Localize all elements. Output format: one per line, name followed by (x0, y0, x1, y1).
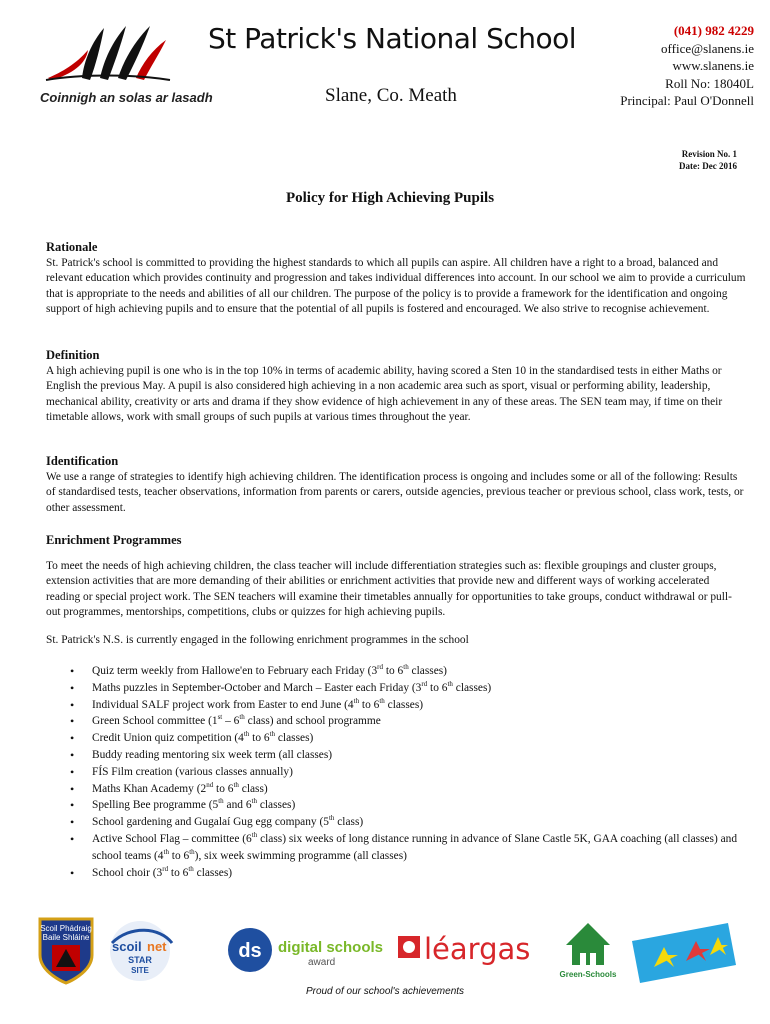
item-text: class) and school programme (244, 715, 381, 728)
phone-number: (041) 982 4229 (673, 23, 754, 38)
ordinal-suffix: rd (421, 680, 428, 688)
identification-section (46, 454, 746, 516)
ordinal-suffix: th (447, 680, 453, 688)
item-text: Spelling Bee programme (5 (92, 799, 219, 812)
item-text: to 6 (213, 782, 234, 795)
footer-caption: Proud of our school's achievements (305, 986, 465, 997)
ordinal-suffix: th (163, 847, 169, 856)
section-heading: Definition (46, 348, 100, 362)
section-heading: Enrichment Programmes (46, 533, 182, 547)
document-title: Policy for High Achieving Pupils (285, 190, 495, 206)
scoilnet-star-text: STAR (128, 955, 152, 965)
ordinal-suffix: th (379, 696, 385, 705)
active-school-flag-logo (632, 923, 736, 983)
item-text: Green School committee (1 (92, 715, 218, 728)
item-text: to 6 (168, 866, 189, 879)
school-motto: Coinnigh an solas ar lasadh (40, 90, 213, 105)
item-text: Buddy reading mentoring six week term (all classes) (92, 748, 333, 761)
item-text: to 6 (359, 698, 380, 711)
item-text: Active School Flag – committee (6 (92, 832, 252, 845)
item-text: Maths Khan Academy (2 (92, 782, 207, 795)
revision-number: Revision No. 1 (681, 149, 737, 159)
roll-number: Roll No: 18040L (665, 75, 754, 91)
ordinal-suffix: th (243, 730, 250, 739)
item-text: and 6 (223, 799, 252, 812)
item-text: classes) (256, 799, 296, 812)
ordinal-suffix: st (217, 713, 223, 722)
section-text: A high achieving pupil is one who is in the top 10% in terms of academic ability, having scored a Sten 10 in the standardised tests in either Maths or English the previous May. A pupil is also considered high achieving in a non academic area such as sport, visual or performing ability, leadership, mechanical ability, creativity or arts and drama if they show evidence of high achievement in any of these areas. The SEN team may, if time on their timetable allows, work with small groups of such pupils at various times throughout the year. (46, 364, 723, 423)
website: www.slanens.ie (672, 58, 754, 73)
revision-date: Date: Dec 2016 (679, 161, 737, 171)
section-text: To meet the needs of high achieving children, the class teacher will include differentiation strategies such as: flexible groupings and cluster groups, extension activities that are more demanding of their abilities or enrichment activities that provide new and different ways of working accelerated reading or special project work. The SEN teachers will examine their timetables annually for opportunities to take groups, conduct withdrawal or pull-out programmes, mentorships, competitions, clubs or quizzes for high achieving pupils. (46, 559, 732, 618)
programme-item (46, 730, 746, 747)
item-text: class) (238, 782, 268, 795)
programme-item (46, 663, 746, 680)
school-name: St Patrick's National School (208, 22, 577, 55)
contact-block (620, 22, 754, 110)
section-text: We use a range of strategies to identify high achieving children. The identification process is ongoing and includes some or all of the following: Results of standardised tests, teacher observations, information from parents or carers, outside agencies, previous teacher or previous school, class work, tests, or other assessment. (46, 470, 744, 514)
scoilnet-star-site-logo (110, 921, 172, 981)
ordinal-suffix: th (328, 814, 335, 823)
school-logo-flames-icon (42, 20, 172, 82)
programme-item (46, 747, 746, 764)
ds-title-text: digital schools (278, 939, 384, 956)
crest-bottom-text: Baile Shláine (42, 933, 90, 942)
ordinal-suffix: th (353, 696, 360, 705)
ordinal-suffix: th (251, 797, 257, 806)
item-text: class) (334, 816, 364, 829)
ordinal-suffix: th (269, 730, 276, 739)
section-text: St. Patrick's school is committed to providing the highest standards to which all pupils can aspire. All children have a right to a broad, balanced and relevant education which provides continuity and progression and takes individual differences into account. In our school we aim to provide a curriculum that is appropriate to the needs and abilities of all our children. The purpose of the policy is to provide a framework for the identification and ongoing support of high achieving pupils and to ensure that the potential of all pupils is fostered and encouraged. We also strive to recognise achievement. (46, 256, 746, 315)
ordinal-suffix: th (239, 713, 245, 722)
ordinal-suffix: th (251, 831, 258, 840)
scoilnet-text-b: net (147, 939, 167, 954)
ordinal-suffix: nd (206, 780, 214, 789)
item-text: – 6 (222, 715, 240, 728)
ordinal-suffix: th (189, 847, 195, 856)
programmes-intro: St. Patrick's N.S. is currently engaged in the following enrichment programmes in the school (46, 633, 469, 646)
programme-item (46, 764, 746, 781)
ordinal-suffix: th (403, 663, 409, 672)
ds-award-text: award (308, 957, 336, 968)
email-address: office@slanens.ie (661, 40, 754, 56)
programme-item (46, 781, 746, 798)
item-text: classes) (384, 698, 424, 711)
programme-item (46, 680, 746, 697)
programme-item (46, 797, 746, 814)
item-text: to 6 (427, 681, 448, 694)
programme-list (46, 663, 746, 881)
item-text: class) six weeks of long distance running in advance of Slane Castle 5K, GAA coaching (all classes) and school teams (4 (92, 832, 738, 862)
item-text: School gardening and Gugalaí Gug egg company (5 (92, 816, 329, 829)
programme-item (46, 814, 746, 831)
school-crest-logo (40, 919, 92, 983)
item-text: to 6 (168, 849, 190, 862)
ds-mark-text: ds (238, 940, 262, 962)
section-heading: Rationale (46, 240, 98, 254)
programme-item (46, 865, 746, 882)
item-text: to 6 (249, 732, 270, 745)
item-text: Individual SALF project work from Easter to end June (4 (92, 698, 354, 711)
item-text: classes) (193, 866, 233, 879)
scoilnet-text-a: scoil (112, 939, 142, 954)
digital-schools-award-logo (228, 928, 383, 972)
item-text: classes) (452, 681, 492, 694)
leargas-logo (398, 932, 530, 966)
ordinal-suffix: rd (377, 663, 383, 672)
rationale-section (46, 240, 746, 318)
programme-item (46, 697, 746, 714)
ordinal-suffix: th (218, 797, 224, 806)
item-text: School choir (3 (92, 866, 163, 879)
section-heading: Identification (46, 454, 119, 468)
item-text: Credit Union quiz competition (4 (92, 732, 244, 745)
programme-item (46, 831, 746, 865)
item-text: FÍS Film creation (various classes annually) (92, 765, 293, 778)
definition-section (46, 348, 746, 426)
item-text: Quiz term weekly from Hallowe'en to February each Friday (3 (92, 665, 378, 677)
ordinal-suffix: th (233, 780, 239, 789)
school-location: Slane, Co. Meath (325, 85, 457, 106)
item-text: ), six week swimming programme (all classes) (194, 849, 407, 862)
programme-item (46, 713, 746, 730)
principal: Principal: Paul O'Donnell (620, 93, 754, 108)
leargas-text: léargas (424, 932, 531, 966)
scoilnet-site-text: SITE (131, 966, 149, 975)
green-schools-logo (560, 923, 617, 979)
item-text: Maths puzzles in September-October and March – Easter each Friday (3 (92, 681, 422, 694)
achievement-logos (0, 915, 770, 985)
ordinal-suffix: th (188, 864, 194, 873)
green-schools-text: Green-Schools (559, 970, 617, 979)
crest-top-text: Scoil Phádraig (40, 924, 92, 933)
item-text: classes) (408, 665, 447, 677)
ordinal-suffix: rd (162, 864, 169, 873)
enrichment-section (46, 533, 746, 881)
revision-block (679, 148, 737, 172)
item-text: to 6 (382, 665, 404, 677)
item-text: classes) (275, 732, 314, 745)
